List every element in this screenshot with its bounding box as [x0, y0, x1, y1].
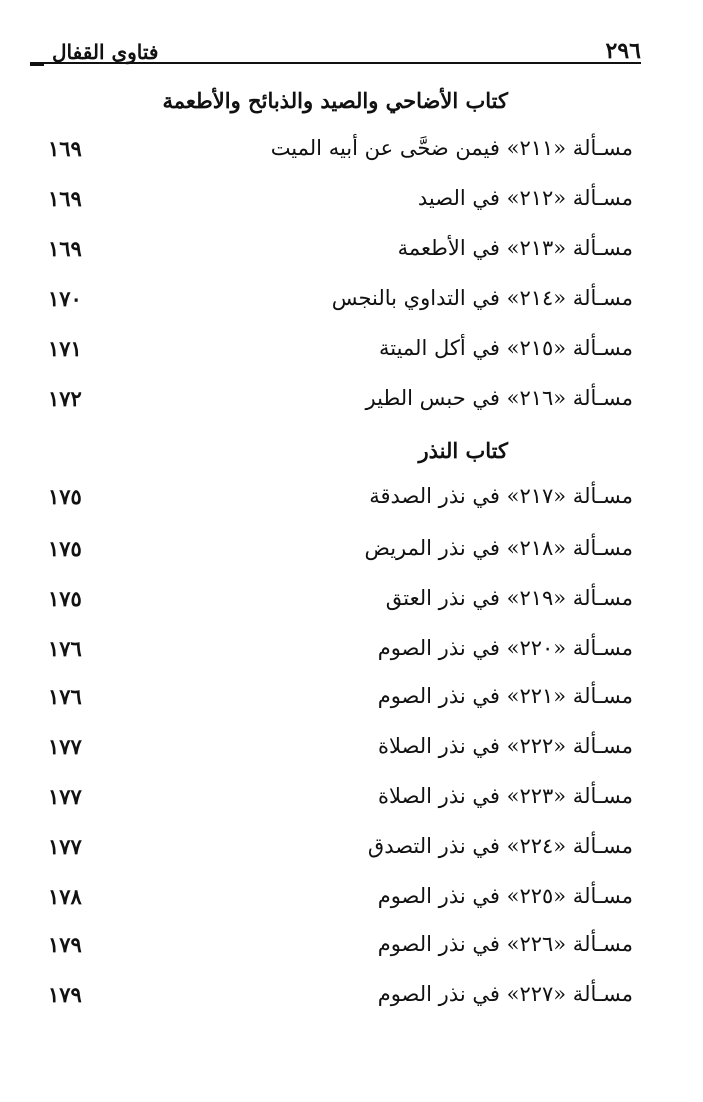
toc-entry[interactable] — [40, 236, 633, 270]
toc-entry-page: ١٧٨ — [48, 884, 82, 909]
toc-entry-label: مسـألة «٢٢٢» في نذر الصلاة — [378, 734, 633, 758]
book-title: فتاوى القفال — [52, 40, 159, 64]
toc-entry-label: مسـألة «٢١١» فيمن ضحَّى عن أبيه الميت — [270, 136, 633, 160]
toc-entry[interactable] — [40, 586, 633, 620]
toc-entry-page: ١٧٦ — [48, 636, 82, 661]
toc-entry-page: ١٧٩ — [48, 982, 82, 1007]
toc-entry[interactable] — [40, 536, 633, 570]
toc-entry-page: ١٧٧ — [48, 734, 82, 759]
toc-entry-page: ١٧٢ — [48, 386, 82, 411]
toc-entry[interactable] — [40, 186, 633, 220]
toc-entry-label: مسـألة «٢٢٤» في نذر التصدق — [367, 834, 633, 858]
page-number: ٢٩٦ — [605, 38, 641, 64]
toc-entry-page: ١٦٩ — [48, 136, 82, 161]
toc-entry-page: ١٧٠ — [48, 286, 82, 311]
toc-entry-page: ١٦٩ — [48, 186, 82, 211]
toc-entry-label: مسـألة «٢٢٧» في نذر الصوم — [377, 982, 633, 1006]
section-title-vows: كتاب النذر — [418, 438, 508, 463]
toc-entry[interactable] — [40, 834, 633, 868]
running-header — [30, 34, 641, 74]
toc-entry[interactable] — [40, 734, 633, 768]
toc-entry-label: مسـألة «٢٢١» في نذر الصوم — [377, 684, 633, 708]
toc-entry-label: مسـألة «٢٢٥» في نذر الصوم — [377, 884, 633, 908]
toc-entry[interactable] — [40, 982, 633, 1016]
toc-entry[interactable] — [40, 684, 633, 718]
toc-entry-label: مسـألة «٢١٨» في نذر المريض — [364, 536, 633, 560]
toc-entry[interactable] — [40, 884, 633, 918]
toc-entry-page: ١٧١ — [48, 336, 82, 361]
toc-entry[interactable] — [40, 932, 633, 966]
toc-entry-label: مسـألة «٢١٣» في الأطعمة — [397, 236, 633, 260]
toc-entry-label: مسـألة «٢١٧» في نذر الصدقة — [369, 484, 633, 508]
toc-entry-page: ١٧٦ — [48, 684, 82, 709]
header-rule — [30, 62, 641, 64]
toc-entry-page: ١٦٩ — [48, 236, 82, 261]
toc-entry[interactable] — [40, 136, 633, 170]
header-rule-end — [30, 62, 44, 66]
toc-entry-page: ١٧٥ — [48, 586, 82, 611]
toc-entry-page: ١٧٩ — [48, 932, 82, 957]
toc-entry-label: مسـألة «٢١٩» في نذر العتق — [385, 586, 633, 610]
section-title-sacrifices: كتاب الأضاحي والصيد والذبائح والأطعمة — [162, 88, 508, 113]
toc-entry-page: ١٧٥ — [48, 536, 82, 561]
toc-entry-label: مسـألة «٢٢٣» في نذر الصلاة — [378, 784, 633, 808]
toc-entry[interactable] — [40, 286, 633, 320]
toc-entry[interactable] — [40, 636, 633, 670]
toc-entry[interactable] — [40, 386, 633, 420]
toc-entry-label: مسـألة «٢١٢» في الصيد — [417, 186, 633, 210]
toc-entry-page: ١٧٧ — [48, 784, 82, 809]
toc-entry-label: مسـألة «٢١٦» في حبس الطير — [365, 386, 633, 410]
toc-entry-label: مسـألة «٢١٤» في التداوي بالنجس — [331, 286, 633, 310]
toc-entry-page: ١٧٧ — [48, 834, 82, 859]
toc-entry[interactable] — [40, 784, 633, 818]
toc-entry[interactable] — [40, 484, 633, 518]
toc-entry-label: مسـألة «٢٢٦» في نذر الصوم — [377, 932, 633, 956]
toc-entry-label: مسـألة «٢٢٠» في نذر الصوم — [377, 636, 633, 660]
toc-entry-label: مسـألة «٢١٥» في أكل الميتة — [378, 336, 633, 360]
toc-entry[interactable] — [40, 336, 633, 370]
toc-entry-page: ١٧٥ — [48, 484, 82, 509]
